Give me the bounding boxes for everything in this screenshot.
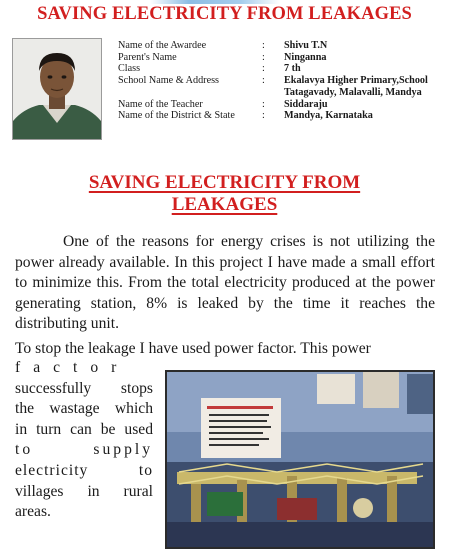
article-title-line2: LEAKAGES	[171, 194, 278, 215]
side-line: successfully stops	[15, 379, 153, 397]
detail-row-district: Name of the District & State : Mandya, Karnataka	[118, 110, 373, 122]
awardee-details	[118, 40, 443, 122]
side-line: the wastage which	[15, 400, 153, 418]
side-line: in turn can be used	[15, 420, 153, 438]
article-title-line1: SAVING ELECTRICITY FROM	[88, 172, 361, 193]
detail-row-class: Class : 7 th	[118, 63, 301, 75]
detail-row-awardee: Name of the Awardee : Shivu T.N	[118, 40, 328, 51]
awardee-photo	[12, 38, 102, 140]
side-line: electricity to	[15, 461, 153, 479]
side-line: areas.	[15, 503, 51, 521]
article-title	[0, 172, 449, 216]
page-title: SAVING ELECTRICITY FROM LEAKAGES	[37, 4, 412, 24]
article-side-text	[15, 358, 153, 523]
project-photo	[165, 370, 435, 549]
side-line: to supply	[15, 441, 153, 459]
detail-row-teacher: Name of the Teacher : Siddaraju	[118, 98, 328, 110]
article-paragraph-2: To stop the leakage I have used power factor. This power	[15, 340, 371, 357]
detail-row-school: School Name & Address : Ekalavya Higher Primary,School Tatagavady, Malavalli, Mandya	[118, 75, 428, 98]
article-paragraph-1: One of the reasons for energy crises is not utilizing the power already available. In this project I have made a small effort to minimize this. From the total electricity produced at the power generating station, 8% is leaked by the time it reaches the distributing unit.	[15, 233, 435, 333]
detail-row-parent: Parent's Name : Ninganna	[118, 51, 327, 63]
side-line: villages in rural	[15, 482, 153, 500]
side-line: factor	[15, 359, 130, 376]
